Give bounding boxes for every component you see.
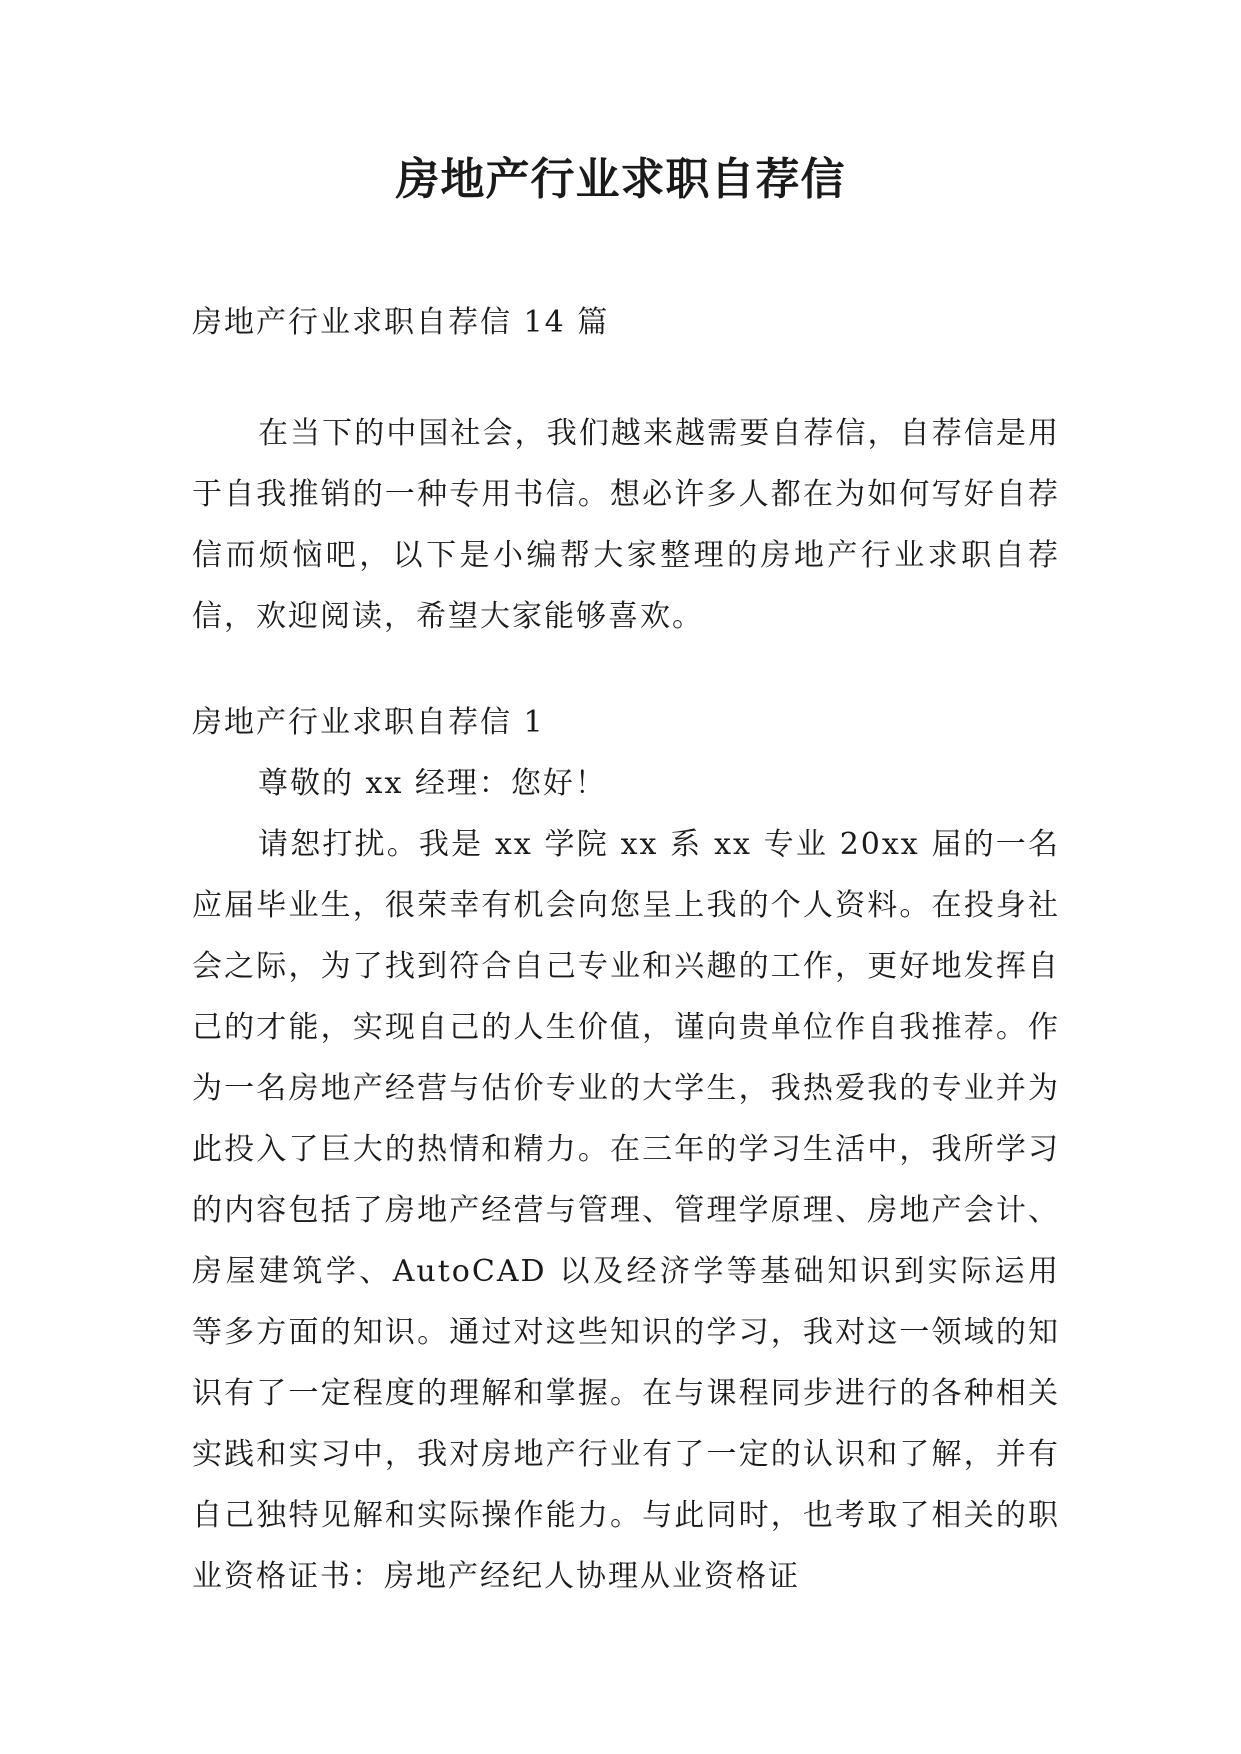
document-body xyxy=(192,292,1060,1607)
intro-paragraph: 在当下的中国社会，我们越来越需要自荐信，自荐信是用于自我推销的一种专用书信。想必许多人都在为如何写好自荐信而烦恼吧，以下是小编帮大家整理的房地产行业求职自荐信，欢迎阅读，希望大家能够喜欢。 xyxy=(192,416,1060,634)
letter-body-paragraph: 请恕打扰。我是 xx 学院 xx 系 xx 专业 20xx 届的一名应届毕业生，很荣幸有机会向您呈上我的个人资料。在投身社会之际，为了找到符合自己专业和兴趣的工作，更好地发挥自己的才能，实现自己的人生价值，谨向贵单位作自我推荐。作为一名房地产经营与估价专业的大学生，我热爱我的专业并为此投入了巨大的热情和精力。在三年的学习生活中，我所学习的内容包括了房地产经营与管理、管理学原理、房地产会计、房屋建筑学、AutoCAD 以及经济学等基础知识到实际运用等多方面的知识。通过对这些知识的学习，我对这一领域的知识有了一定程度的理解和掌握。在与课程同步进行的各种相关实践和实习中，我对房地产行业有了一定的认识和了解，并有自己独特见解和实际操作能力。与此同时，也考取了相关的职业资格证书：房地产经纪人协理从业资格证 xyxy=(192,827,1060,1594)
section-heading: 房地产行业求职自荐信 1 xyxy=(192,705,545,740)
document-title: 房地产行业求职自荐信 xyxy=(395,154,846,205)
salutation: 尊敬的 xx 经理：您好！ xyxy=(258,766,607,801)
document-subtitle: 房地产行业求职自荐信 14 篇 xyxy=(192,305,610,340)
